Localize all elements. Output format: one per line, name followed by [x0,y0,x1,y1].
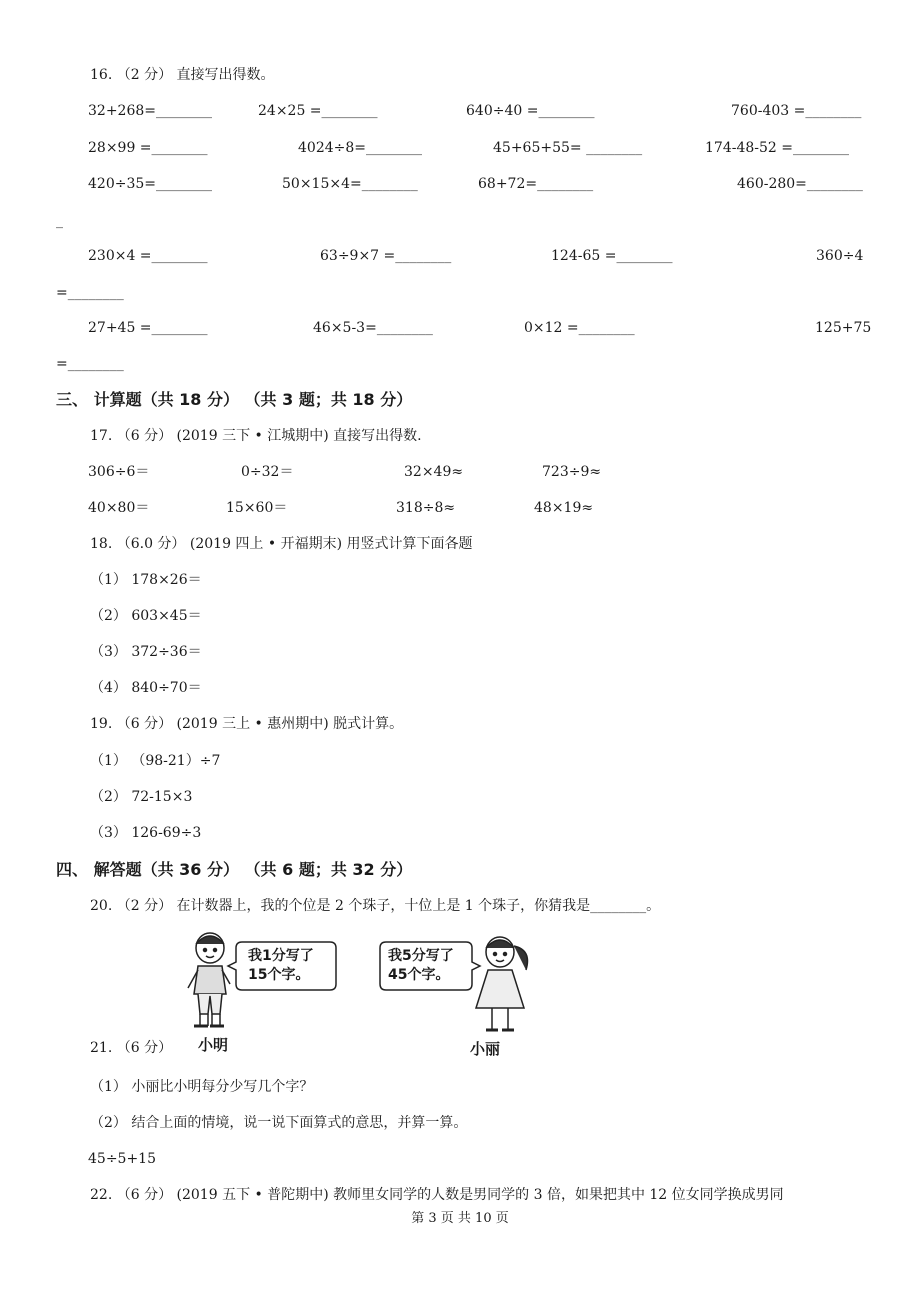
q17-r2-c2: 15×60＝ [226,500,288,516]
q16-r4-wrap: =________ [56,285,124,301]
q19-item-1: （1） （98-21）÷7 [90,753,221,769]
girl-figure [476,937,528,1030]
q16-r1-c1: 32+268=________ [88,103,212,119]
right-bubble-line-2: 45个字。 [388,967,450,983]
q17-r1-c1: 306÷6＝ [88,464,150,480]
q16-r5-c1: 27+45 =________ [88,320,208,336]
q16-header: 16. （2 分） 直接写出得数。 [90,67,275,83]
q16-r2-c4: 174-48-52 =________ [705,140,849,156]
q16-r3-c2: 50×15×4=________ [282,176,418,192]
q16-r3-c4: 460-280=________ [737,176,863,192]
section-4-title: 四、 解答题（共 36 分） （共 6 题；共 32 分） [56,860,413,879]
page-footer: 第 3 页 共 10 页 [411,1211,509,1226]
q16-r4-c3: 124-65 =________ [551,248,673,264]
q16-r3-c3: 68+72=________ [478,176,594,192]
q17-r2-c1: 40×80＝ [88,500,150,516]
q17-r2-c3: 318÷8≈ [396,500,456,516]
q16-r5-c2: 46×5-3=________ [313,320,433,336]
q17-r1-c4: 723÷9≈ [542,464,602,480]
q19-header: 19. （6 分） (2019 三上 • 惠州期中) 脱式计算。 [90,716,404,732]
q17-r2-c4: 48×19≈ [534,500,594,516]
q16-r5-c4: 125+75 [815,320,872,336]
q16-r2-c3: 45+65+55= ________ [493,140,643,156]
q16-r1-c4: 760-403 =________ [731,103,862,119]
q16-r2-c2: 4024÷8=________ [298,140,422,156]
left-bubble-line-2: 15个字。 [248,967,310,983]
q17-r1-c3: 32×49≈ [404,464,464,480]
q20-text: 20. （2 分） 在计数器上，我的个位是 2 个珠子，十位上是 1 个珠子，你猜我是________。 [90,898,661,914]
q18-item-3: （3） 372÷36＝ [90,644,202,660]
q22-text: 22. （6 分） (2019 五下 • 普陀期中) 教师里女同学的人数是男同学的 3 倍，如果把其中 12 位女同学换成男同 [90,1187,784,1203]
q21-header: 21. （6 分） [90,1040,173,1056]
q16-r2-c1: 28×99 =________ [88,140,208,156]
q18-item-4: （4） 840÷70＝ [90,680,202,696]
q16-r4-c2: 63÷9×7 =________ [320,248,452,264]
q21-illustration [180,926,550,1058]
q16-wrap-dash: _ [56,213,63,229]
q18-header: 18. （6.0 分） (2019 四上 • 开福期末) 用竖式计算下面各题 [90,536,473,552]
name-xiaoming: 小明 [198,1036,229,1054]
q16-r3-c1: 420÷35=________ [88,176,212,192]
q18-item-2: （2） 603×45＝ [90,608,202,624]
q16-r5-c3: 0×12 =________ [524,320,635,336]
q19-item-3: （3） 126-69÷3 [90,825,202,841]
left-bubble-line-1: 我1分写了 [248,948,314,964]
right-bubble-line-1: 我5分写了 [388,948,454,964]
q21-item-1: （1） 小丽比小明每分少写几个字？ [90,1079,314,1095]
q19-item-2: （2） 72-15×3 [90,789,193,805]
q21-expression: 45÷5+15 [88,1151,156,1167]
q21-item-2: （2） 结合上面的情境，说一说下面算式的意思，并算一算。 [90,1115,468,1131]
boy-figure [188,933,230,1026]
q17-header: 17. （6 分） (2019 三下 • 江城期中) 直接写出得数. [90,428,422,444]
q16-r1-c2: 24×25 =________ [258,103,378,119]
q16-r4-c4: 360÷4 [816,248,864,264]
q16-r1-c3: 640÷40 =________ [466,103,595,119]
q17-r1-c2: 0÷32＝ [241,464,294,480]
q16-r4-c1: 230×4 =________ [88,248,208,264]
section-3-title: 三、 计算题（共 18 分） （共 3 题；共 18 分） [56,390,413,409]
name-xiaoli: 小丽 [470,1040,501,1058]
q18-item-1: （1） 178×26＝ [90,572,202,588]
q16-r5-wrap: =________ [56,356,124,372]
